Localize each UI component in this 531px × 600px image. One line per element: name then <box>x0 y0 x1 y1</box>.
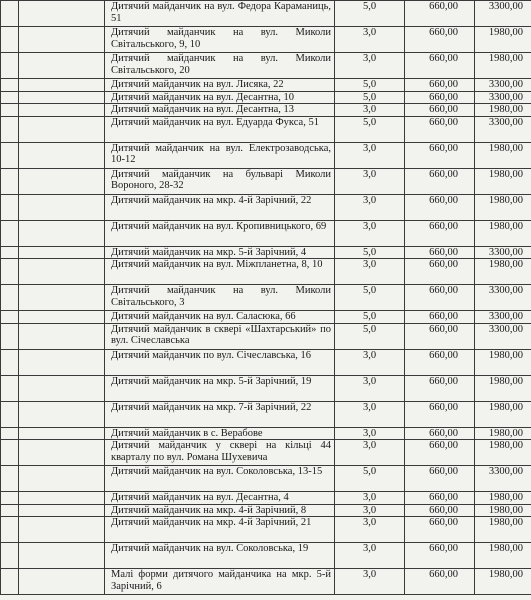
unit-price-cell: 660,00 <box>405 401 475 427</box>
table-row <box>1 427 531 440</box>
quantity-cell: 3,0 <box>335 104 405 117</box>
row-margin-cell <box>1 79 19 92</box>
item-name-cell: Дитячий майданчик на мкр. 4-й Зарічний, 8 <box>105 504 335 517</box>
table-row <box>1 220 531 246</box>
total-cell: 1980,00 <box>475 427 531 440</box>
total-cell: 3300,00 <box>475 91 531 104</box>
unit-price-cell: 660,00 <box>405 466 475 492</box>
unit-price-cell: 660,00 <box>405 79 475 92</box>
quantity-cell: 3,0 <box>335 194 405 220</box>
row-group-cell <box>19 142 105 168</box>
table-row <box>1 504 531 517</box>
row-margin-cell <box>1 401 19 427</box>
item-name-cell: Дитячий майданчик на мкр. 5-й Зарічний, 4 <box>105 246 335 259</box>
table-row <box>1 259 531 285</box>
quantity-cell: 5,0 <box>335 246 405 259</box>
quantity-cell: 3,0 <box>335 349 405 375</box>
row-group-cell <box>19 53 105 79</box>
row-margin-cell <box>1 492 19 505</box>
row-margin-cell <box>1 323 19 349</box>
table-row <box>1 323 531 349</box>
row-margin-cell <box>1 27 19 53</box>
item-name-cell: Дитячий майданчик в с. Верабове <box>105 427 335 440</box>
table-row <box>1 79 531 92</box>
row-group-cell <box>19 246 105 259</box>
row-group-cell <box>19 285 105 311</box>
unit-price-cell: 660,00 <box>405 1 475 27</box>
unit-price-cell: 660,00 <box>405 311 475 324</box>
item-name-cell: Дитячий майданчик на мкр. 5-й Зарічний, 19 <box>105 375 335 401</box>
row-margin-cell <box>1 246 19 259</box>
total-cell: 1980,00 <box>475 401 531 427</box>
item-name-cell: Дитячий майданчик на мкр. 4-й Зарічний, 22 <box>105 194 335 220</box>
quantity-cell: 3,0 <box>335 375 405 401</box>
quantity-cell: 5,0 <box>335 116 405 142</box>
item-name-cell: Дитячий майданчик на вул. Десантна, 4 <box>105 492 335 505</box>
table-row <box>1 492 531 505</box>
unit-price-cell: 660,00 <box>405 349 475 375</box>
row-margin-cell <box>1 194 19 220</box>
unit-price-cell: 660,00 <box>405 375 475 401</box>
table-row <box>1 285 531 311</box>
row-group-cell <box>19 401 105 427</box>
table-row <box>1 91 531 104</box>
item-name-cell: Дитячий майданчик на вул. Миколи Світальського, 9, 10 <box>105 27 335 53</box>
total-cell: 1980,00 <box>475 220 531 246</box>
row-group-cell <box>19 168 105 194</box>
row-margin-cell <box>1 53 19 79</box>
row-group-cell <box>19 517 105 543</box>
total-cell: 1980,00 <box>475 517 531 543</box>
quantity-cell: 3,0 <box>335 569 405 595</box>
row-group-cell <box>19 220 105 246</box>
item-name-cell: Дитячий майданчик на вул. Кропивницького, 69 <box>105 220 335 246</box>
total-cell: 1980,00 <box>475 168 531 194</box>
row-group-cell <box>19 492 105 505</box>
quantity-cell: 3,0 <box>335 504 405 517</box>
row-margin-cell <box>1 142 19 168</box>
quantity-cell: 5,0 <box>335 1 405 27</box>
total-cell: 1980,00 <box>475 440 531 466</box>
row-margin-cell <box>1 349 19 375</box>
quantity-cell: 3,0 <box>335 27 405 53</box>
item-name-cell: Дитячий майданчик на вул. Миколи Світальського, 3 <box>105 285 335 311</box>
unit-price-cell: 660,00 <box>405 27 475 53</box>
table-row <box>1 142 531 168</box>
unit-price-cell: 660,00 <box>405 569 475 595</box>
row-group-cell <box>19 349 105 375</box>
quantity-cell: 5,0 <box>335 91 405 104</box>
table-row <box>1 440 531 466</box>
item-name-cell: Дитячий майданчик на вул. Саласюка, 66 <box>105 311 335 324</box>
item-name-cell: Дитячий майданчик на вул. Соколовська, 19 <box>105 543 335 569</box>
item-name-cell: Дитячий майданчик по вул. Січеславська, 16 <box>105 349 335 375</box>
item-name-cell: Дитячий майданчик на вул. Електрозаводська, 10-12 <box>105 142 335 168</box>
quantity-cell: 3,0 <box>335 543 405 569</box>
item-name-cell: Дитячий майданчик на вул. Миколи Світальського, 20 <box>105 53 335 79</box>
total-cell: 1980,00 <box>475 53 531 79</box>
table-row <box>1 104 531 117</box>
unit-price-cell: 660,00 <box>405 440 475 466</box>
row-group-cell <box>19 427 105 440</box>
row-margin-cell <box>1 311 19 324</box>
item-name-cell: Дитячий майданчик у сквері на кільці 44 кварталу по вул. Романа Шухевича <box>105 440 335 466</box>
unit-price-cell: 660,00 <box>405 142 475 168</box>
total-cell: 1980,00 <box>475 492 531 505</box>
row-margin-cell <box>1 91 19 104</box>
unit-price-cell: 660,00 <box>405 194 475 220</box>
unit-price-cell: 660,00 <box>405 427 475 440</box>
row-group-cell <box>19 311 105 324</box>
total-cell: 3300,00 <box>475 285 531 311</box>
row-margin-cell <box>1 440 19 466</box>
row-group-cell <box>19 104 105 117</box>
table-row <box>1 401 531 427</box>
unit-price-cell: 660,00 <box>405 116 475 142</box>
table-row <box>1 53 531 79</box>
row-group-cell <box>19 194 105 220</box>
quantity-cell: 5,0 <box>335 466 405 492</box>
item-name-cell: Дитячий майданчик на вул. Федора Караманиць, 51 <box>105 1 335 27</box>
table-row <box>1 168 531 194</box>
row-group-cell <box>19 504 105 517</box>
item-name-cell: Дитячий майданчик на вул. Десантна, 13 <box>105 104 335 117</box>
table-row <box>1 311 531 324</box>
row-margin-cell <box>1 427 19 440</box>
row-group-cell <box>19 91 105 104</box>
unit-price-cell: 660,00 <box>405 517 475 543</box>
row-margin-cell <box>1 104 19 117</box>
total-cell: 3300,00 <box>475 1 531 27</box>
row-margin-cell <box>1 168 19 194</box>
item-name-cell: Дитячий майданчик в сквері «Шахтарський» по вул. Січеславська <box>105 323 335 349</box>
total-cell: 1980,00 <box>475 194 531 220</box>
unit-price-cell: 660,00 <box>405 246 475 259</box>
total-cell: 3300,00 <box>475 466 531 492</box>
row-margin-cell <box>1 1 19 27</box>
table-row <box>1 349 531 375</box>
item-name-cell: Дитячий майданчик на вул. Едуарда Фукса, 51 <box>105 116 335 142</box>
row-margin-cell <box>1 285 19 311</box>
unit-price-cell: 660,00 <box>405 259 475 285</box>
table-row <box>1 543 531 569</box>
row-margin-cell <box>1 375 19 401</box>
row-group-cell <box>19 1 105 27</box>
quantity-cell: 3,0 <box>335 220 405 246</box>
table-row <box>1 569 531 595</box>
total-cell: 1980,00 <box>475 569 531 595</box>
row-group-cell <box>19 323 105 349</box>
row-group-cell <box>19 466 105 492</box>
table-row <box>1 194 531 220</box>
total-cell: 1980,00 <box>475 375 531 401</box>
item-name-cell: Дитячий майданчик на вул. Лисяка, 22 <box>105 79 335 92</box>
quantity-cell: 3,0 <box>335 53 405 79</box>
quantity-cell: 3,0 <box>335 142 405 168</box>
item-name-cell: Дитячий майданчик на вул. Десантна, 10 <box>105 91 335 104</box>
quantity-cell: 3,0 <box>335 401 405 427</box>
total-cell: 3300,00 <box>475 79 531 92</box>
unit-price-cell: 660,00 <box>405 53 475 79</box>
table-row <box>1 517 531 543</box>
row-group-cell <box>19 569 105 595</box>
unit-price-cell: 660,00 <box>405 285 475 311</box>
unit-price-cell: 660,00 <box>405 492 475 505</box>
quantity-cell: 5,0 <box>335 79 405 92</box>
row-group-cell <box>19 543 105 569</box>
quantity-cell: 3,0 <box>335 259 405 285</box>
table-row <box>1 27 531 53</box>
total-cell: 3300,00 <box>475 323 531 349</box>
row-group-cell <box>19 79 105 92</box>
quantity-cell: 5,0 <box>335 311 405 324</box>
unit-price-cell: 660,00 <box>405 104 475 117</box>
unit-price-cell: 660,00 <box>405 220 475 246</box>
unit-price-cell: 660,00 <box>405 168 475 194</box>
item-name-cell: Дитячий майданчик на вул. Соколовська, 13-15 <box>105 466 335 492</box>
row-margin-cell <box>1 504 19 517</box>
total-cell: 1980,00 <box>475 27 531 53</box>
quantity-cell: 3,0 <box>335 427 405 440</box>
row-margin-cell <box>1 466 19 492</box>
row-margin-cell <box>1 116 19 142</box>
row-margin-cell <box>1 543 19 569</box>
unit-price-cell: 660,00 <box>405 504 475 517</box>
quantity-cell: 5,0 <box>335 323 405 349</box>
table-row <box>1 1 531 27</box>
quantity-cell: 3,0 <box>335 492 405 505</box>
unit-price-cell: 660,00 <box>405 91 475 104</box>
item-name-cell: Дитячий майданчик на мкр. 7-й Зарічний, 22 <box>105 401 335 427</box>
total-cell: 3300,00 <box>475 246 531 259</box>
quantity-cell: 3,0 <box>335 168 405 194</box>
total-cell: 1980,00 <box>475 104 531 117</box>
item-name-cell: Дитячий майданчик на бульварі Миколи Вороного, 28-32 <box>105 168 335 194</box>
item-name-cell: Малі форми дитячого майданчика на мкр. 5-й Зарічний, 6 <box>105 569 335 595</box>
item-name-cell: Дитячий майданчик на вул. Міжпланетна, 8, 10 <box>105 259 335 285</box>
row-margin-cell <box>1 517 19 543</box>
table-body <box>1 1 531 595</box>
total-cell: 1980,00 <box>475 543 531 569</box>
row-margin-cell <box>1 569 19 595</box>
row-group-cell <box>19 116 105 142</box>
row-group-cell <box>19 375 105 401</box>
total-cell: 1980,00 <box>475 259 531 285</box>
total-cell: 3300,00 <box>475 311 531 324</box>
item-name-cell: Дитячий майданчик на мкр. 4-й Зарічний, 21 <box>105 517 335 543</box>
row-margin-cell <box>1 220 19 246</box>
unit-price-cell: 660,00 <box>405 543 475 569</box>
row-group-cell <box>19 440 105 466</box>
total-cell: 1980,00 <box>475 142 531 168</box>
total-cell: 1980,00 <box>475 349 531 375</box>
row-group-cell <box>19 259 105 285</box>
unit-price-cell: 660,00 <box>405 323 475 349</box>
total-cell: 3300,00 <box>475 116 531 142</box>
quantity-cell: 3,0 <box>335 517 405 543</box>
table-row <box>1 375 531 401</box>
table-row <box>1 116 531 142</box>
quantity-cell: 3,0 <box>335 440 405 466</box>
row-group-cell <box>19 27 105 53</box>
table-row <box>1 246 531 259</box>
quantity-cell: 5,0 <box>335 285 405 311</box>
table-row <box>1 466 531 492</box>
total-cell: 1980,00 <box>475 504 531 517</box>
row-margin-cell <box>1 259 19 285</box>
